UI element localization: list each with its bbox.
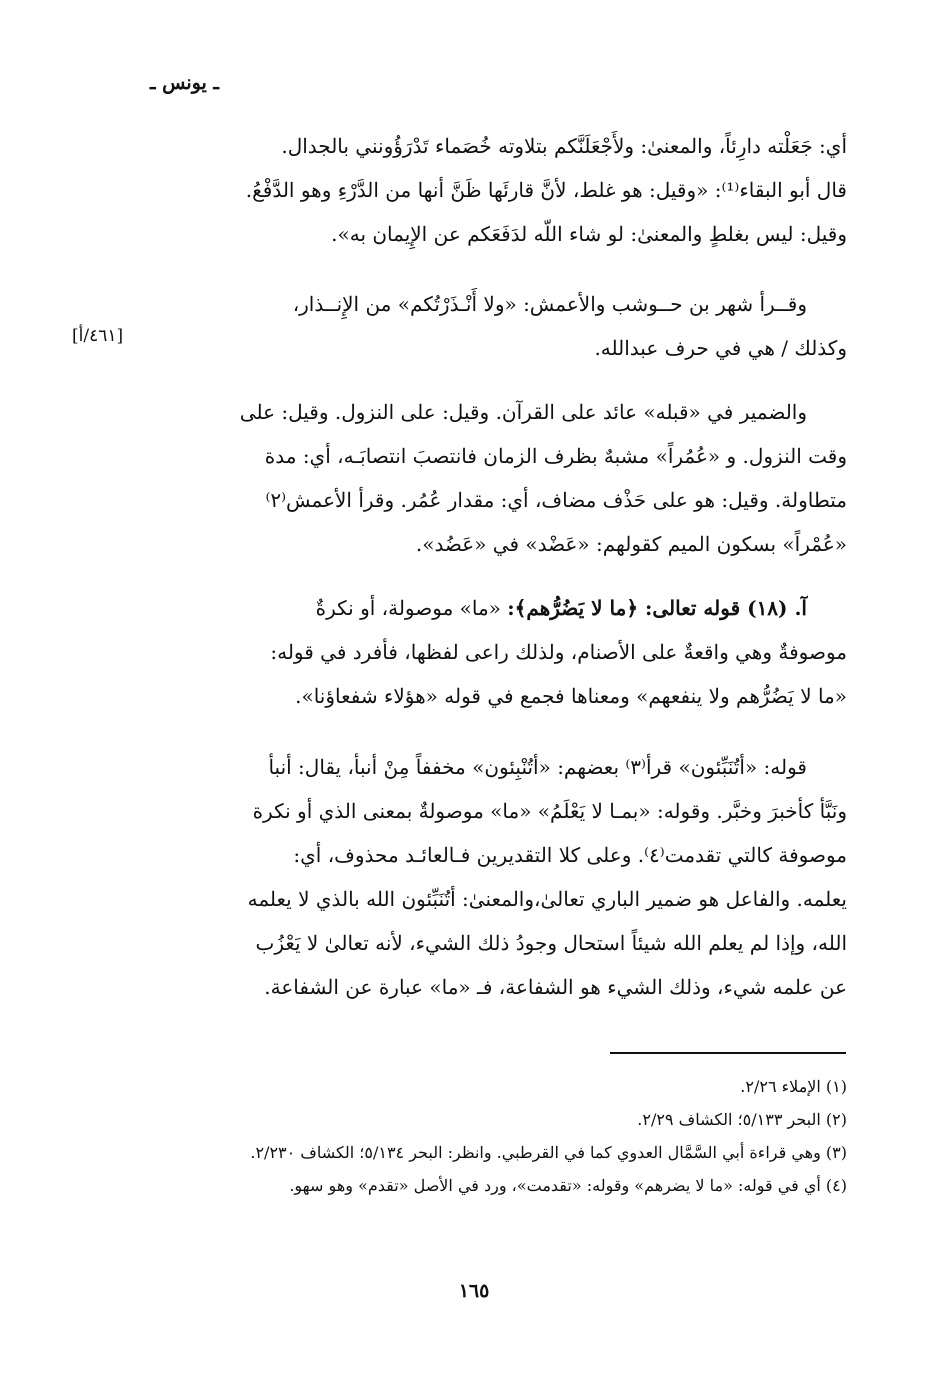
margin-folio-note: [٤٦١/أ]	[72, 326, 124, 346]
text-line: والضمير في «قبله» عائد على القرآن. وقيل: على النزول. وقيل: على	[239, 400, 807, 424]
footnote-3: (٣) وهي قراءة أبي السَّمَّال العدوي كما في القرطبي. وانظر: البحر ٥/١٣٤؛ الكشاف ٢/٢٣٠.	[250, 1143, 847, 1162]
verse-line	[155, 586, 847, 630]
text-line: وقت النزول. و «عُمُراً» مشبهٌ بظرف الزمان فانتصبَ انتصابَـه، أي: مدة	[264, 444, 847, 468]
footnotes	[155, 1070, 847, 1202]
paragraph-5	[155, 745, 847, 1009]
verse-marker: آ. (١٨) قوله تعالى: ﴿ما لا يَضُرُّهم﴾:	[507, 596, 807, 620]
text-line: قال أبو البقاء⁽¹⁾: «وقيل: هو غلط، لأنَّ قارئَها ظَنَّ أنها من الدَّرْءِ وهو الدَّفْعُ.	[245, 178, 847, 202]
footnote-divider	[610, 1052, 846, 1054]
text-line: موصوفةٌ وهي واقعةٌ على الأصنام، ولذلك راعى لفظها، فأفرد في قوله:	[270, 640, 847, 664]
text-line: ونَبَّأ كأخبرَ وخبَّر. وقوله: «بمـا لا يَعْلَمُ» «ما» موصولةٌ بمعنى الذي أو نكرة	[252, 799, 847, 823]
page-number: ١٦٥	[458, 1280, 490, 1302]
text-line: وقيل: ليس بغلطٍ والمعنىٰ: لو شاء اللّه لدَفَعَكم عن الإِيمان به».	[331, 222, 847, 246]
footnote-2: (٢) البحر ٥/١٣٣؛ الكشاف ٢/٢٩.	[637, 1110, 847, 1129]
text-line: قوله: «أتُنَبِّئون» قرأ⁽٣⁾ بعضهم: «أتُنْبِئون» مخففاً مِنْ أنبأ، يقال: أنبأ	[268, 755, 807, 779]
footnote-1: (١) الإملاء ٢/٢٦.	[740, 1077, 847, 1096]
text-line: متطاولة. وقيل: هو على حَذْف مضاف، أي: مقدار عُمُر. وقرأ الأعمش⁽٢⁾	[265, 488, 847, 512]
text-line: الله، وإذا لم يعلم الله شيئاً استحال وجودُ ذلك الشيء، لأنه تعالىٰ لا يَعْزُب	[255, 931, 847, 955]
text-line: وكذلك / هي في حرف عبدالله.	[594, 336, 847, 360]
running-header: ـ يونس ـ	[150, 72, 219, 94]
paragraph-3	[155, 390, 847, 566]
text-line: موصوفة كالتي تقدمت⁽٤⁾. وعلى كلا التقديرين فـالعائـد محذوف، أي:	[293, 843, 847, 867]
paragraph-2	[155, 282, 847, 370]
text-line: وقــرأ شهر بن حــوشب والأعمش: «ولا أَنْـذَرْتُكم» من الإِنــذار،	[292, 292, 807, 316]
text-span: «ما» موصولة، أو نكرةٌ	[315, 596, 501, 620]
text-line: عن علمه شيء، وذلك الشيء هو الشفاعة، فـ «ما» عبارة عن الشفاعة.	[264, 975, 847, 999]
text-line: يعلمه. والفاعل هو ضمير الباري تعالىٰ،والمعنىٰ: أتُنَبِّئون الله بالذي لا يعلمه	[247, 887, 847, 911]
paragraph-1	[155, 124, 847, 256]
text-line: «عُمْراً» بسكون الميم كقولهم: «عَضْد» في «عَضُد».	[415, 532, 847, 556]
footnote-4: (٤) أي في قوله: «ما لا يضرهم» وقوله: «تقدمت»، ورد في الأصل «تقدم» وهو سهو.	[289, 1176, 847, 1195]
text-line: أي: جَعَلْته دارِئاً، والمعنىٰ: ولأَجْعَلَنَّكم بتلاوته خُصَماء تَدْرَؤُونني بالجدال.	[281, 134, 847, 158]
paragraph-4	[155, 586, 847, 718]
text-line: «ما لا يَضُرُّهم ولا ينفعهم» ومعناها فجمع في قوله «هؤلاء شفعاؤنا».	[295, 684, 847, 708]
